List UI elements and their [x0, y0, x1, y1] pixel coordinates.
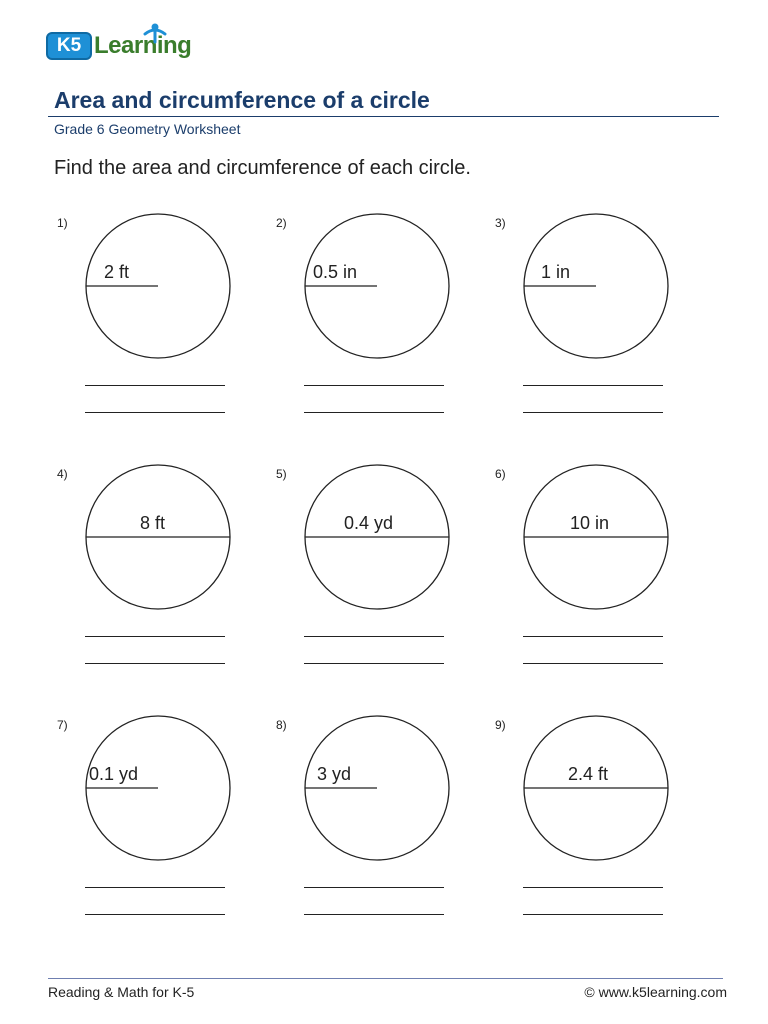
- circumference-answer-line: [304, 914, 444, 915]
- problem-8: [276, 718, 476, 938]
- radius-label: 0.1 yd: [89, 764, 139, 784]
- area-answer-line: [304, 636, 444, 637]
- area-answer-line: [523, 887, 663, 888]
- footer-divider: [48, 978, 723, 979]
- circumference-answer-line: [85, 914, 225, 915]
- circumference-answer-line: [304, 663, 444, 664]
- problem-3: [495, 216, 695, 436]
- logo-badge: K5: [46, 32, 92, 60]
- radius-label: 0.5 in: [313, 262, 358, 282]
- radius-label: 2 ft: [104, 262, 130, 282]
- problem-number: 4): [57, 467, 68, 481]
- circle-radius-diagram: [513, 208, 679, 374]
- title-divider: [48, 116, 719, 117]
- k5-learning-logo: [46, 22, 206, 66]
- logo-figure-icon: [141, 22, 169, 44]
- circle-diameter-diagram: [294, 459, 460, 625]
- radius-label: 3 yd: [317, 764, 352, 784]
- diameter-label: 2.4 ft: [568, 764, 609, 784]
- problem-number: 5): [276, 467, 287, 481]
- problem-number: 3): [495, 216, 506, 230]
- circumference-answer-line: [523, 663, 663, 664]
- problem-number: 7): [57, 718, 68, 732]
- circle-diameter-diagram: [513, 710, 679, 876]
- problem-number: 1): [57, 216, 68, 230]
- circle-diameter-diagram: [513, 459, 679, 625]
- circumference-answer-line: [523, 914, 663, 915]
- footer-tagline: Reading & Math for K-5: [48, 984, 195, 1000]
- problem-6: [495, 467, 695, 687]
- circle-radius-diagram: [294, 710, 460, 876]
- diameter-label: 0.4 yd: [344, 513, 394, 533]
- problem-number: 8): [276, 718, 287, 732]
- footer-website: © www.k5learning.com: [584, 984, 727, 1000]
- problem-9: [495, 718, 695, 938]
- circle-radius-diagram: [75, 710, 241, 876]
- area-answer-line: [523, 385, 663, 386]
- problem-5: [276, 467, 476, 687]
- circumference-answer-line: [85, 663, 225, 664]
- problem-4: [57, 467, 257, 687]
- diameter-label: 8 ft: [140, 513, 166, 533]
- circumference-answer-line: [523, 412, 663, 413]
- circle-radius-diagram: [294, 208, 460, 374]
- area-answer-line: [85, 887, 225, 888]
- circumference-answer-line: [304, 412, 444, 413]
- page-title: Area and circumference of a circle: [54, 87, 430, 113]
- problem-number: 9): [495, 718, 506, 732]
- problem-7: [57, 718, 257, 938]
- problem-2: [276, 216, 476, 436]
- instructions: Find the area and circumference of each circle.: [54, 157, 471, 179]
- problem-number: 6): [495, 467, 506, 481]
- area-answer-line: [304, 887, 444, 888]
- diameter-label: 10 in: [570, 513, 610, 533]
- circle-radius-diagram: [75, 208, 241, 374]
- area-answer-line: [304, 385, 444, 386]
- problem-1: [57, 216, 257, 436]
- radius-label: 1 in: [541, 262, 571, 282]
- area-answer-line: [85, 385, 225, 386]
- area-answer-line: [85, 636, 225, 637]
- circumference-answer-line: [85, 412, 225, 413]
- circle-diameter-diagram: [75, 459, 241, 625]
- area-answer-line: [523, 636, 663, 637]
- problem-number: 2): [276, 216, 287, 230]
- logo-wordmark: Learning: [94, 32, 192, 59]
- page-subtitle: Grade 6 Geometry Worksheet: [54, 121, 241, 137]
